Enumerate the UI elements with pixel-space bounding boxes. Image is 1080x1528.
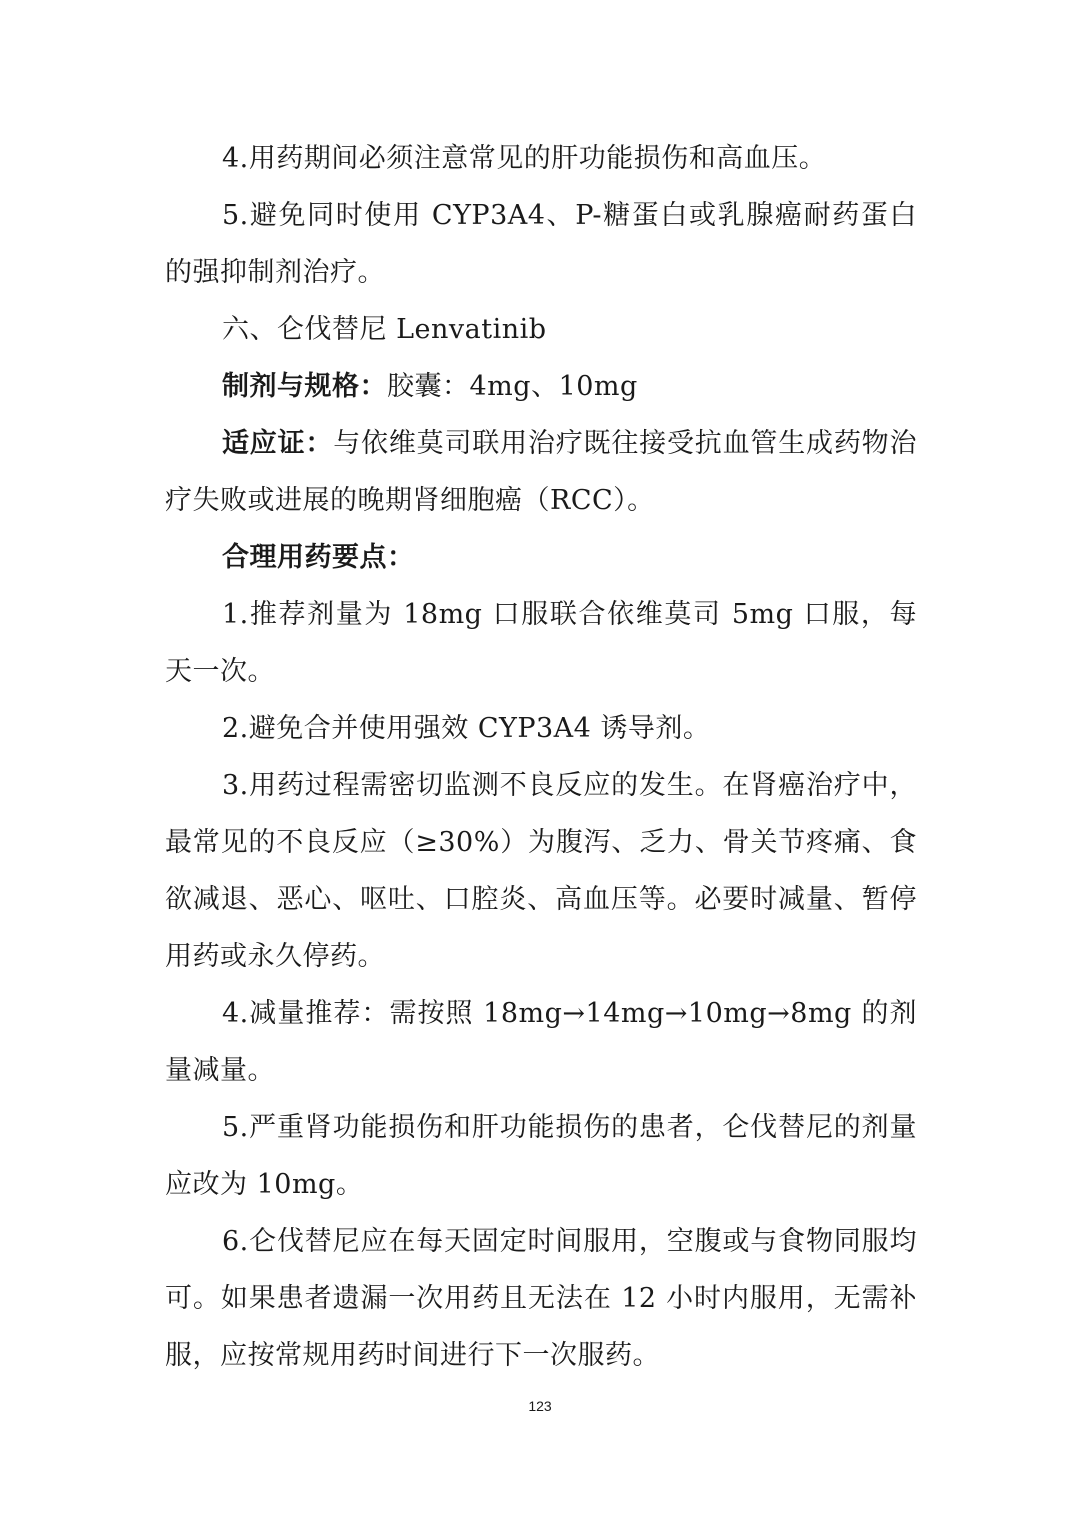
indication-label: 适应证： bbox=[222, 428, 334, 459]
paragraph-point4: 4.减量推荐：需按照 18mg→14mg→10mg→8mg 的剂量减量。 bbox=[165, 998, 917, 1086]
paragraph-item5-prev: 5.避免同时使用 CYP3A4、P-糖蛋白或乳腺癌耐药蛋白的强抑制剂治疗。 bbox=[165, 200, 917, 288]
paragraph-point1: 1.推荐剂量为 18mg 口服联合依维莫司 5mg 口服，每天一次。 bbox=[165, 599, 917, 687]
paragraph-point6: 6.仑伐替尼应在每天固定时间服用，空腹或与食物同服均可。如果患者遗漏一次用药且无法在 12 小时内服用，无需补服，应按常规用药时间进行下一次服药。 bbox=[165, 1226, 917, 1371]
indication-value: 与依维莫司联用治疗既往接受抗血管生成药物治疗失败或进展的晚期肾细胞癌（RCC）。 bbox=[165, 428, 917, 516]
page-body bbox=[165, 130, 917, 1384]
section-title: 六、仑伐替尼 Lenvatinib bbox=[222, 314, 547, 345]
key-points-label: 合理用药要点： bbox=[222, 542, 415, 573]
paragraph-indication bbox=[165, 415, 917, 529]
paragraph-spec bbox=[165, 358, 917, 415]
paragraph-key-points bbox=[165, 529, 917, 586]
spec-label: 制剂与规格： bbox=[222, 371, 387, 402]
paragraph-point5: 5.严重肾功能损伤和肝功能损伤的患者，仑伐替尼的剂量应改为 10mg。 bbox=[165, 1112, 917, 1200]
paragraph-point3: 3.用药过程需密切监测不良反应的发生。在肾癌治疗中，最常见的不良反应（≥30%）为腹泻、乏力、骨关节疼痛、食欲减退、恶心、呕吐、口腔炎、高血压等。必要时减量、暂停用药或永久停药。 bbox=[165, 770, 917, 972]
spec-value: 胶囊：4mg、10mg bbox=[387, 371, 638, 402]
page-number: 123 bbox=[528, 1398, 552, 1414]
paragraph-item4-prev: 4.用药期间必须注意常见的肝功能损伤和高血压。 bbox=[222, 143, 827, 174]
paragraph-point2: 2.避免合并使用强效 CYP3A4 诱导剂。 bbox=[222, 713, 711, 744]
